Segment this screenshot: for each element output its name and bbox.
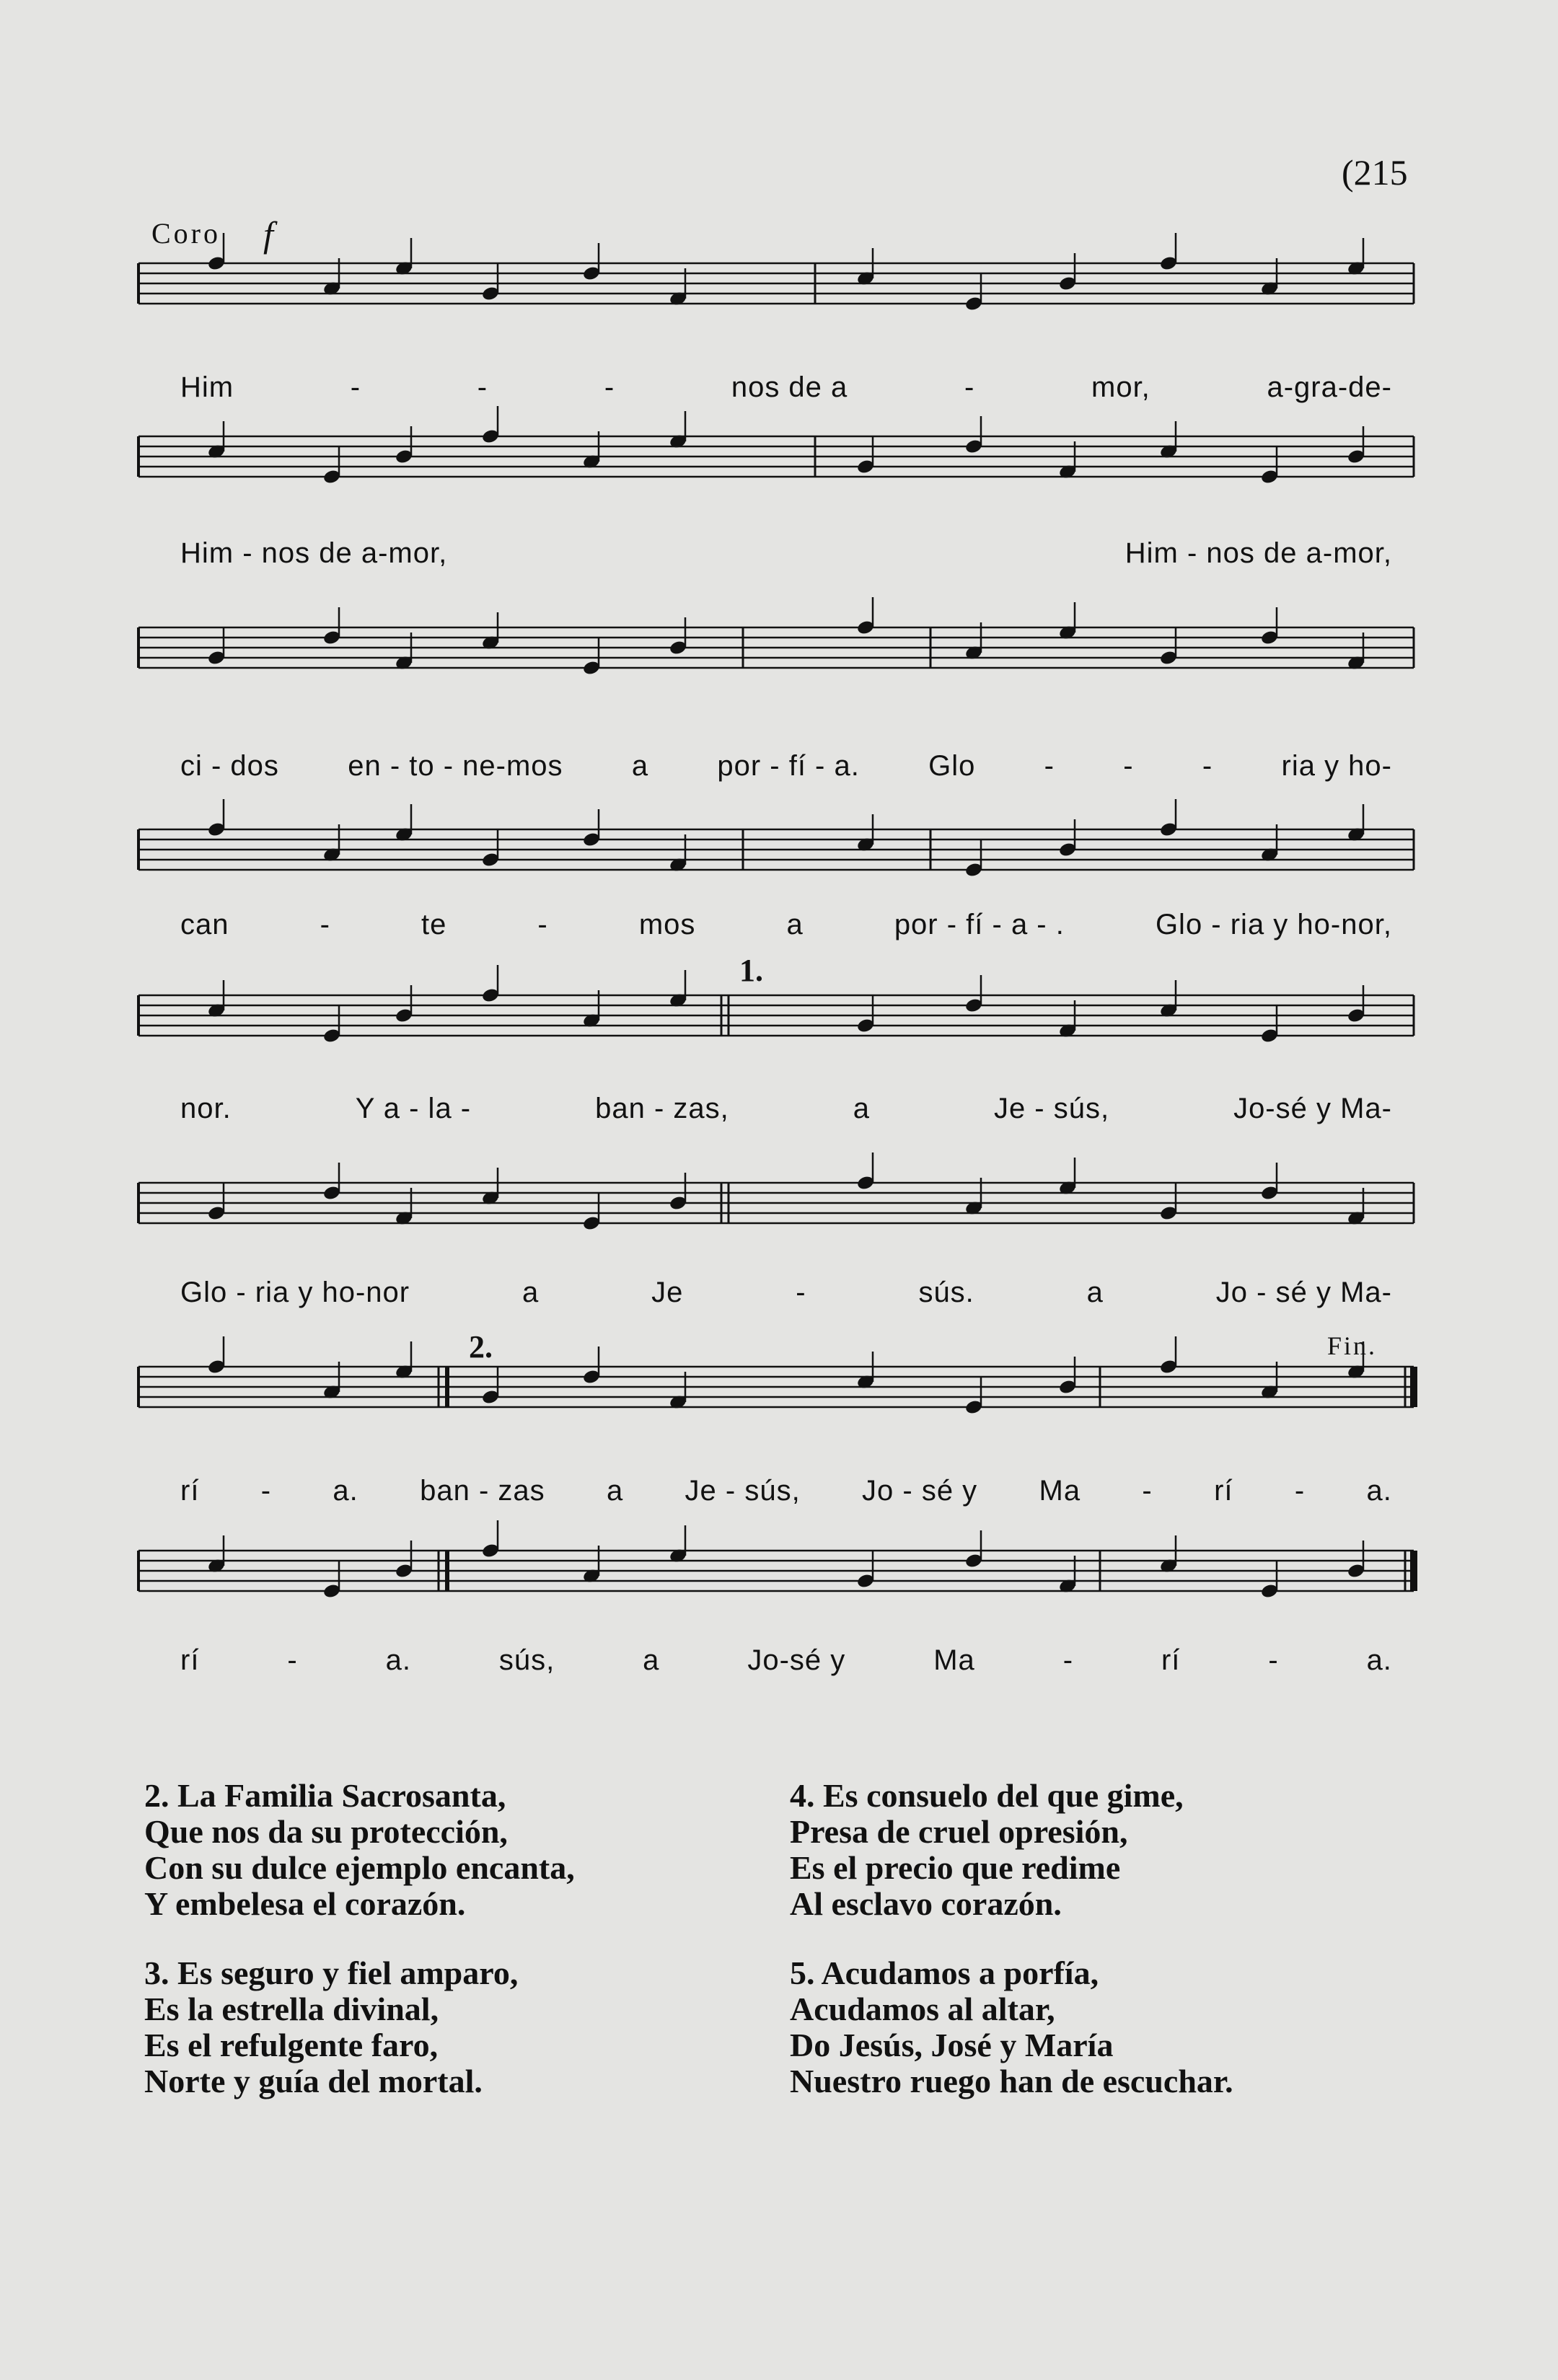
coro-label: Coro <box>151 217 221 250</box>
lyric-syllable: ban - zas <box>420 1475 545 1507</box>
verse-line: Y embelesa el corazón. <box>144 1885 466 1922</box>
lyric-syllable: can <box>180 909 229 940</box>
lyric-syllable: rí <box>1161 1644 1181 1676</box>
stanza <box>144 1955 793 2099</box>
lyric-line <box>180 371 1392 404</box>
lyric-syllable: a-gra-de- <box>1267 371 1392 403</box>
lyric-syllable: - <box>1268 1644 1279 1676</box>
lyric-syllable: Him - nos de a-mor, <box>180 537 448 569</box>
verse-line: Norte y guía del mortal. <box>144 2063 483 2099</box>
verses-left-column <box>144 1778 793 2133</box>
verse-line: Con su dulce ejemplo encanta, <box>144 1849 575 1886</box>
lyric-line <box>180 1475 1392 1507</box>
lyric-line <box>180 909 1392 941</box>
lyric-syllable: Glo <box>928 750 976 782</box>
lyric-syllable: Je <box>651 1277 684 1308</box>
lyric-syllable: a <box>1086 1277 1104 1308</box>
verse-line: Presa de cruel opresión, <box>790 1813 1128 1850</box>
lyric-syllable: nos de a <box>731 371 848 403</box>
verses-right-column <box>790 1778 1511 2133</box>
lyric-syllable: sús. <box>918 1277 974 1308</box>
fin-label: Fin. <box>1327 1331 1378 1360</box>
lyric-syllable: - <box>477 371 488 403</box>
lyric-syllable: por - fí - a. <box>717 750 860 782</box>
lyric-syllable: a <box>853 1093 870 1124</box>
stanza <box>790 1955 1511 2099</box>
lyric-syllable: a <box>521 1277 540 1308</box>
lyric-syllable: Jo - sé y Ma- <box>1215 1277 1392 1308</box>
lyric-syllable: - <box>604 371 615 403</box>
stanza <box>144 1778 793 1922</box>
lyric-syllable: - <box>260 1475 272 1507</box>
verse-line: 5. Acudamos a porfía, <box>790 1954 1099 1991</box>
first-ending-label: 1. <box>739 953 763 988</box>
lyric-syllable: - <box>1142 1475 1153 1507</box>
lyric-syllable: nor. <box>180 1093 232 1124</box>
verse-line: Nuestro ruego han de escuchar. <box>790 2063 1233 2099</box>
lyric-syllable: Ma <box>933 1644 975 1676</box>
staff-8 <box>0 1536 1558 1623</box>
lyric-syllable: Glo - ria y ho-nor, <box>1155 909 1392 940</box>
staff-6 <box>0 1168 1558 1255</box>
lyric-syllable: Him <box>180 371 234 403</box>
lyric-syllable: - <box>1123 750 1134 782</box>
lyric-syllable: mor, <box>1091 371 1150 403</box>
lyric-syllable: - <box>1062 1644 1074 1676</box>
lyric-line <box>180 1644 1392 1677</box>
staff-3 <box>0 613 1558 700</box>
staff-2 <box>0 422 1558 508</box>
lyric-syllable: a. <box>1366 1475 1392 1507</box>
lyric-syllable: Him - nos de a-mor, <box>1125 537 1392 569</box>
verse-line: 2. La Familia Sacrosanta, <box>144 1777 506 1814</box>
lyric-syllable: en - to - ne-mos <box>348 750 563 782</box>
lyric-line <box>180 1093 1392 1125</box>
lyric-syllable: - <box>1294 1475 1306 1507</box>
dynamic-marking: f <box>263 214 273 255</box>
verse-line: Es la estrella divinal, <box>144 1991 439 2027</box>
lyric-syllable: sús, <box>498 1644 555 1676</box>
lyric-syllable: Jo-sé y <box>747 1644 846 1676</box>
lyric-syllable: Glo - ria y ho-nor <box>180 1277 410 1308</box>
lyric-syllable: - <box>1044 750 1055 782</box>
verse-line: 4. Es consuelo del que gime, <box>790 1777 1184 1814</box>
staff-1 <box>0 249 1558 335</box>
lyric-syllable: a. <box>385 1644 411 1676</box>
verse-line: Es el precio que redime <box>790 1849 1121 1886</box>
lyric-syllable: Je - sús, <box>993 1093 1110 1124</box>
lyric-syllable: a <box>631 750 649 782</box>
lyric-syllable: - <box>796 1277 806 1308</box>
lyric-syllable: ria y ho- <box>1281 750 1392 782</box>
verse-line: Al esclavo corazón. <box>790 1885 1062 1922</box>
lyric-syllable: a <box>643 1644 660 1676</box>
lyric-line <box>180 750 1392 783</box>
lyric-line <box>180 537 1392 570</box>
verse-line: Acudamos al altar, <box>790 1991 1055 2027</box>
verse-line: Do Jesús, José y María <box>790 2027 1114 2063</box>
lyric-syllable: a <box>786 909 804 940</box>
lyric-syllable: por - fí - a - . <box>894 909 1065 940</box>
lyric-syllable: - <box>1202 750 1213 782</box>
lyric-syllable: a <box>606 1475 624 1507</box>
lyric-syllable: rí <box>180 1644 200 1676</box>
lyric-syllable: Ma <box>1039 1475 1081 1507</box>
verse-line: Que nos da su protección, <box>144 1813 508 1850</box>
lyric-syllable: rí <box>180 1475 200 1507</box>
lyric-syllable: rí <box>1214 1475 1233 1507</box>
staff-4 <box>0 815 1558 902</box>
verse-line: 3. Es seguro y fiel amparo, <box>144 1954 519 1991</box>
lyric-syllable: ci - dos <box>180 750 279 782</box>
lyric-syllable: - <box>964 371 975 403</box>
lyric-syllable: Y a - la - <box>355 1093 472 1124</box>
lyric-syllable: - <box>320 909 330 940</box>
lyric-syllable: Jo - sé y <box>862 1475 978 1507</box>
lyric-syllable: - <box>537 909 548 940</box>
lyric-syllable: te <box>421 909 447 940</box>
lyric-syllable: ban - zas, <box>595 1093 729 1124</box>
staff-7 <box>0 1352 1558 1439</box>
lyric-syllable: - <box>350 371 361 403</box>
second-ending-label: 2. <box>469 1329 493 1365</box>
lyric-syllable: a. <box>1366 1644 1392 1676</box>
page-number: (215 <box>1342 152 1408 193</box>
lyric-syllable: Jo-sé y Ma- <box>1233 1093 1392 1124</box>
lyric-syllable: a. <box>333 1475 358 1507</box>
lyric-line <box>180 1277 1392 1309</box>
lyric-syllable: mos <box>638 909 696 940</box>
lyric-syllable: Je - sús, <box>685 1475 801 1507</box>
staff-5 <box>0 981 1558 1067</box>
verse-line: Es el refulgente faro, <box>144 2027 439 2063</box>
lyric-syllable: - <box>287 1644 298 1676</box>
stanza <box>790 1778 1511 1922</box>
